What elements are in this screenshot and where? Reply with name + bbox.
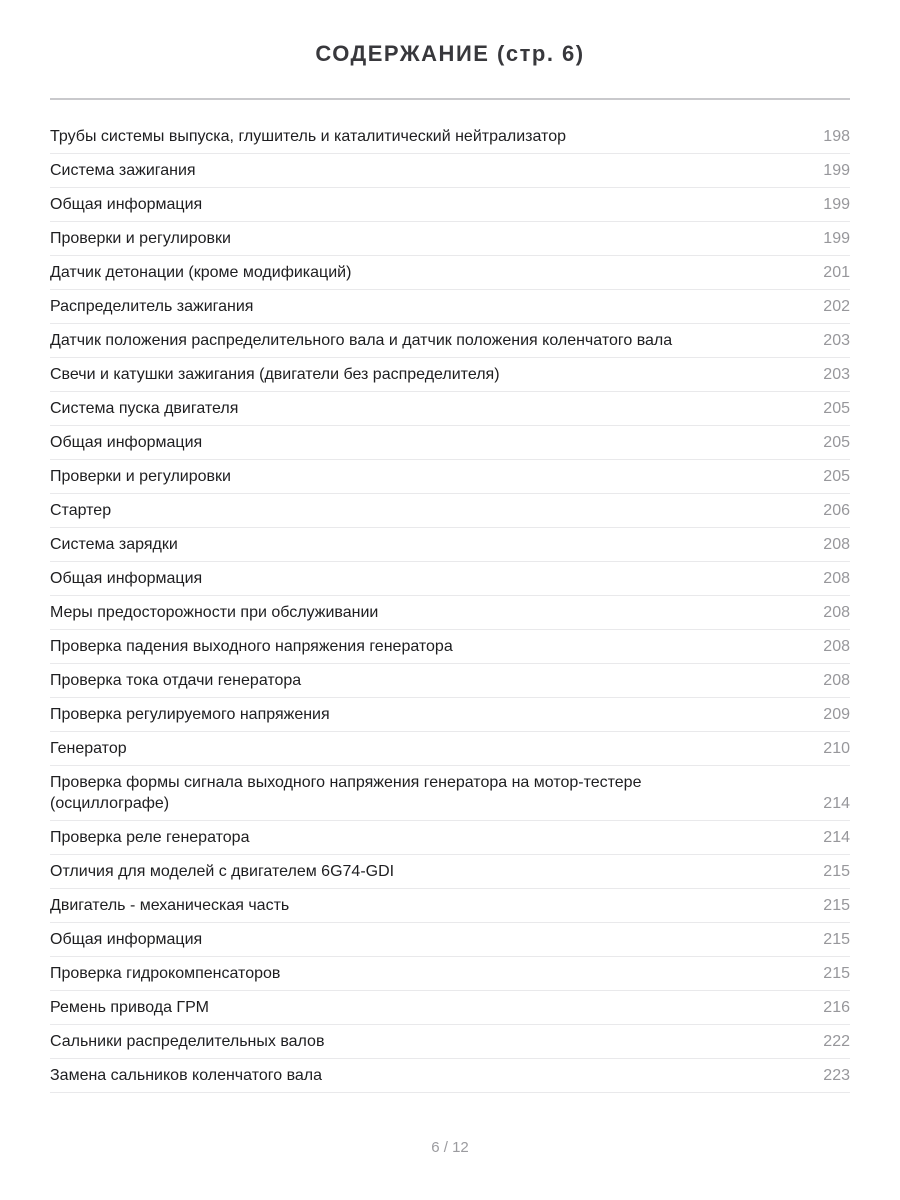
toc-entry[interactable] — [50, 821, 850, 855]
toc-entry[interactable] — [50, 154, 850, 188]
toc-entry[interactable] — [50, 1025, 850, 1059]
toc-entry-title: Проверка реле генератора — [50, 829, 250, 846]
toc-entry-title: Отличия для моделей с двигателем 6G74-GDI — [50, 863, 395, 880]
toc-entry[interactable] — [50, 630, 850, 664]
toc-entry-title: Общая информация — [50, 570, 203, 587]
toc-entry-page: 199 — [823, 162, 850, 179]
toc-entry-page: 214 — [823, 829, 850, 846]
toc-entry-title: Стартер — [50, 502, 112, 519]
toc-entry-page: 209 — [823, 706, 850, 723]
toc-entry[interactable] — [50, 991, 850, 1025]
toc-entry[interactable] — [50, 889, 850, 923]
toc-entry-page: 210 — [823, 740, 850, 757]
toc-entry-page: 205 — [823, 434, 850, 451]
toc-entry-title: Система зарядки — [50, 536, 178, 553]
toc-entry-page: 203 — [823, 366, 850, 383]
title-divider — [50, 98, 850, 100]
toc-entry-page: 223 — [823, 1067, 850, 1084]
toc-entry[interactable] — [50, 222, 850, 256]
toc-entry-title: Проверка гидрокомпенсаторов — [50, 965, 281, 982]
toc-entry[interactable] — [50, 766, 850, 821]
toc-entry[interactable] — [50, 1059, 850, 1093]
toc-entry-title: Двигатель - механическая часть — [50, 897, 290, 914]
toc-entry-page: 208 — [823, 536, 850, 553]
toc-entry[interactable] — [50, 957, 850, 991]
toc-entry-title: Проверки и регулировки — [50, 230, 231, 247]
toc-entry-page: 208 — [823, 672, 850, 689]
toc-entry-title: Генератор — [50, 740, 127, 757]
toc-entry-title: Ремень привода ГРМ — [50, 999, 209, 1016]
toc-entry-title: Сальники распределительных валов — [50, 1033, 325, 1050]
toc-entry-title: Датчик детонации (кроме модификаций) — [50, 264, 352, 281]
toc-entry[interactable] — [50, 562, 850, 596]
toc-entry-title: Общая информация — [50, 434, 203, 451]
toc-entry-title: Проверка формы сигнала выходного напряжения генератора на мотор-тестере (осциллографе) — [50, 774, 642, 812]
toc-entry[interactable] — [50, 528, 850, 562]
toc-entry-title: Меры предосторожности при обслуживании — [50, 604, 379, 621]
toc-entry[interactable] — [50, 392, 850, 426]
toc-entry[interactable] — [50, 698, 850, 732]
toc-entry-title: Трубы системы выпуска, глушитель и каталитический нейтрализатор — [50, 128, 566, 145]
toc-entry[interactable] — [50, 855, 850, 889]
toc-entry-page: 206 — [823, 502, 850, 519]
toc-entry[interactable] — [50, 256, 850, 290]
toc-list — [50, 120, 850, 1093]
toc-entry-page: 201 — [823, 264, 850, 281]
toc-entry[interactable] — [50, 358, 850, 392]
toc-entry[interactable] — [50, 664, 850, 698]
toc-entry[interactable] — [50, 923, 850, 957]
toc-entry-page: 205 — [823, 400, 850, 417]
toc-entry[interactable] — [50, 120, 850, 154]
toc-entry-title: Общая информация — [50, 931, 203, 948]
toc-entry-title: Проверка регулируемого напряжения — [50, 706, 330, 723]
toc-entry-title: Система пуска двигателя — [50, 400, 239, 417]
toc-entry-page: 215 — [823, 931, 850, 948]
toc-entry-page: 198 — [823, 128, 850, 145]
toc-entry-title: Свечи и катушки зажигания (двигатели без распределителя) — [50, 366, 500, 383]
toc-entry[interactable] — [50, 596, 850, 630]
page-indicator: 6 / 12 — [431, 1139, 469, 1156]
toc-entry-page: 222 — [823, 1033, 850, 1050]
toc-entry[interactable] — [50, 460, 850, 494]
toc-entry-page: 202 — [823, 298, 850, 315]
page-title: СОДЕРЖАНИЕ (стр. 6) — [315, 41, 585, 66]
toc-entry-page: 203 — [823, 332, 850, 349]
toc-entry-page: 215 — [823, 965, 850, 982]
toc-entry-title: Общая информация — [50, 196, 203, 213]
toc-entry-page: 208 — [823, 638, 850, 655]
toc-entry[interactable] — [50, 290, 850, 324]
toc-entry[interactable] — [50, 188, 850, 222]
toc-entry-title: Распределитель зажигания — [50, 298, 254, 315]
toc-entry-page: 215 — [823, 863, 850, 880]
toc-entry[interactable] — [50, 494, 850, 528]
toc-entry-page: 215 — [823, 897, 850, 914]
toc-entry-title: Проверки и регулировки — [50, 468, 231, 485]
toc-entry-title: Система зажигания — [50, 162, 196, 179]
toc-entry-page: 216 — [823, 999, 850, 1016]
toc-entry-page: 205 — [823, 468, 850, 485]
toc-entry-page: 214 — [823, 795, 850, 812]
toc-entry-title: Замена сальников коленчатого вала — [50, 1067, 323, 1084]
toc-entry-title: Проверка падения выходного напряжения генератора — [50, 638, 453, 655]
toc-entry-page: 199 — [823, 196, 850, 213]
toc-entry[interactable] — [50, 732, 850, 766]
toc-entry-title: Датчик положения распределительного вала и датчик положения коленчатого вала — [50, 332, 673, 349]
toc-entry[interactable] — [50, 324, 850, 358]
toc-entry-page: 208 — [823, 604, 850, 621]
toc-entry-page: 199 — [823, 230, 850, 247]
toc-entry-page: 208 — [823, 570, 850, 587]
toc-entry[interactable] — [50, 426, 850, 460]
toc-entry-title: Проверка тока отдачи генератора — [50, 672, 302, 689]
